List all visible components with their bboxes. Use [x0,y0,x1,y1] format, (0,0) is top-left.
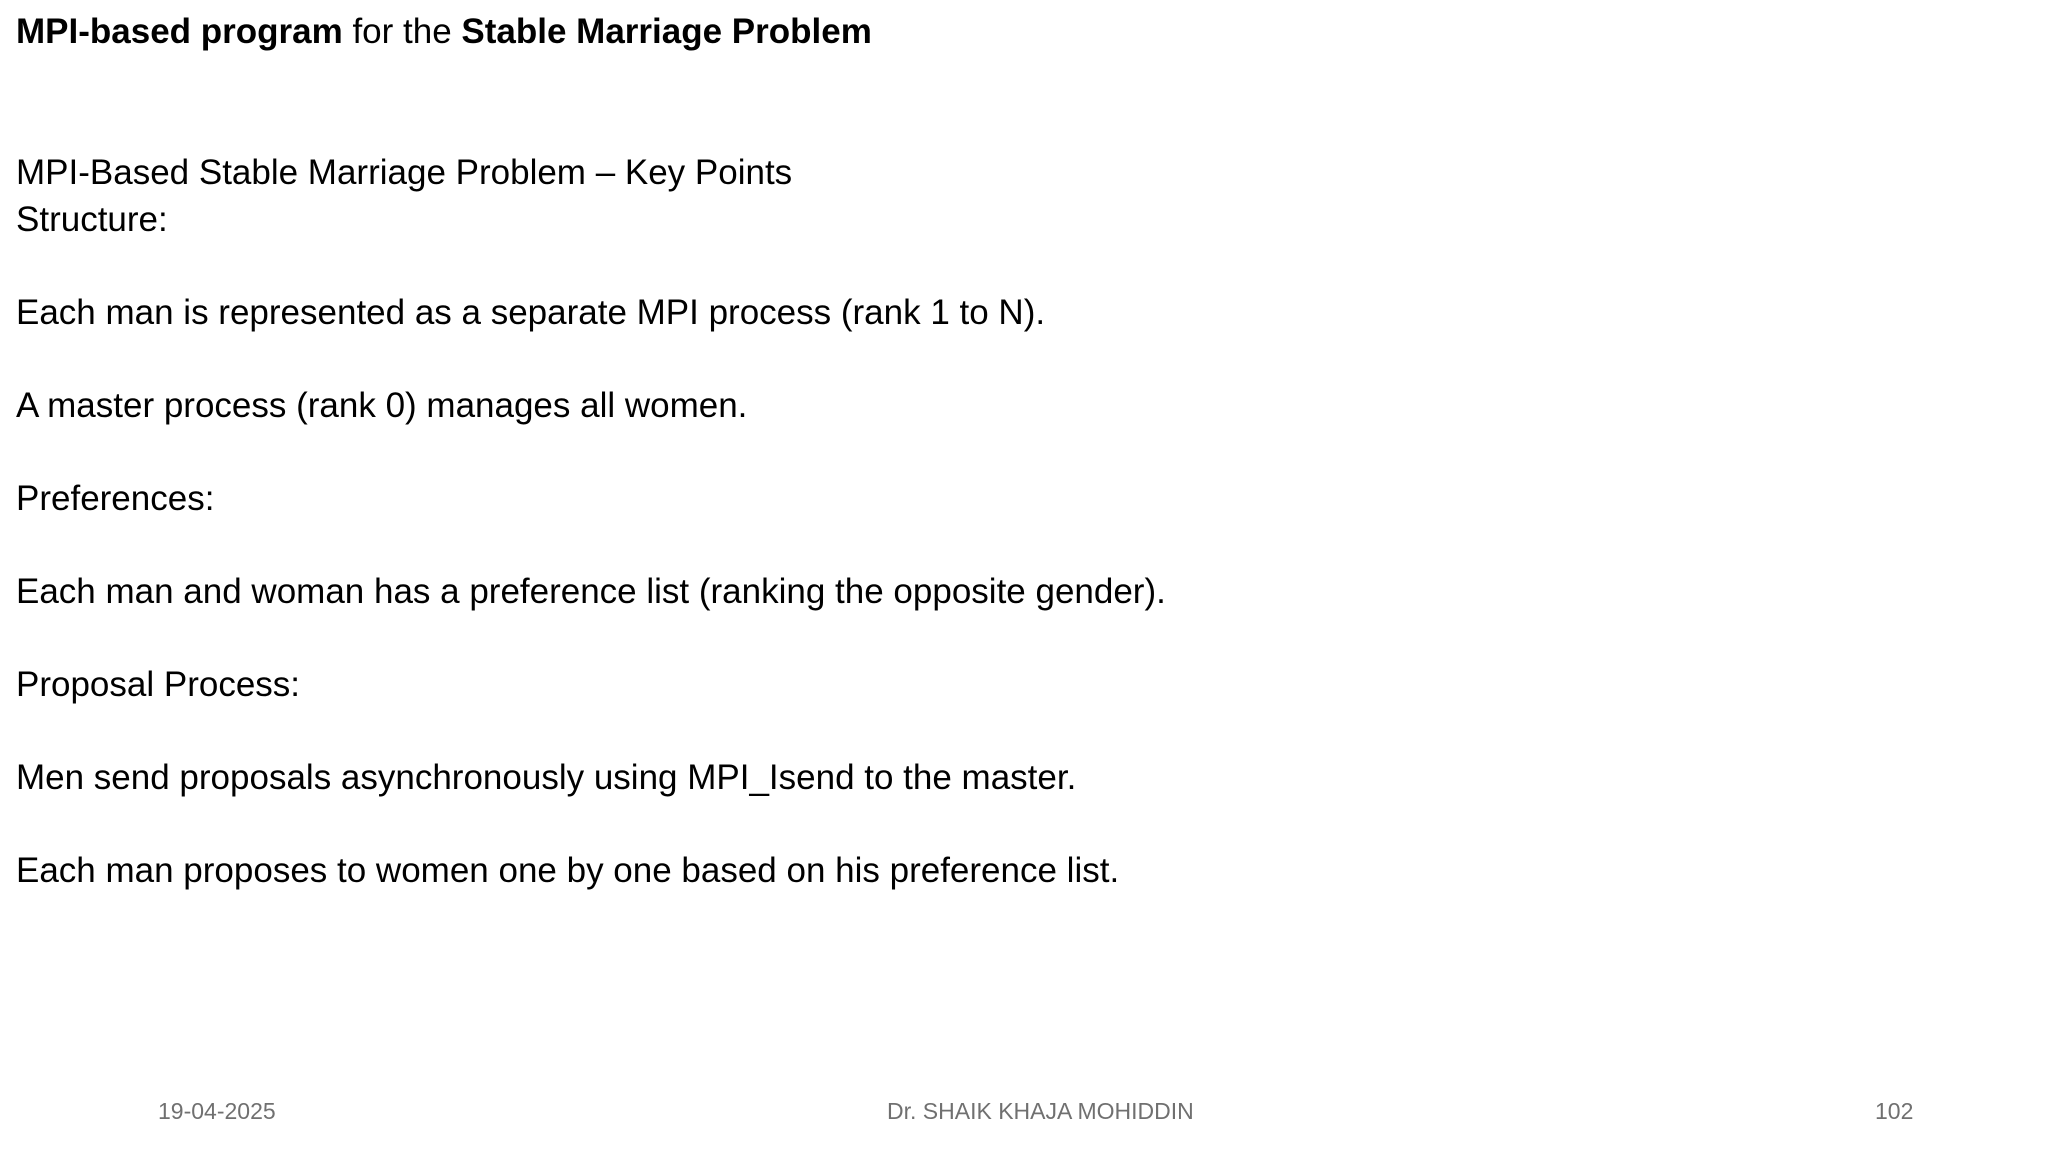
title-normal-part: for the [342,12,462,51]
title-bold-part-1: MPI-based program [16,12,343,51]
footer-date: 19-04-2025 [158,1098,276,1124]
body-blank-line [16,243,1916,290]
body-blank-line [16,708,1916,755]
body-blank-line [16,801,1916,848]
title-bold-part-2: Stable Marriage Problem [461,12,872,51]
body-point-preference-list: Each man and woman has a preference list (ranking the opposite gender). [16,571,1166,611]
body-point-mpi-isend: Men send proposals asynchronously using MPI_Isend to the master. [16,757,1077,797]
body-blank-line [16,522,1916,569]
body-heading-key-points: MPI-Based Stable Marriage Problem – Key Points [16,153,793,192]
footer-page-number: 102 [1875,1098,1914,1124]
body-heading-preferences: Preferences: [16,478,215,518]
body-blank-line [16,429,1916,476]
slide-body [16,150,1916,894]
body-heading-proposal-process: Proposal Process: [16,664,301,704]
body-point-master-process: A master process (rank 0) manages all women. [16,385,748,425]
body-point-proposes-one-by-one: Each man proposes to women one by one based on his preference list. [16,850,1120,890]
body-heading-structure: Structure: [16,199,168,239]
slide-title [16,8,872,56]
body-blank-line [16,336,1916,383]
body-point-men-processes: Each man is represented as a separate MPI process (rank 1 to N). [16,292,1046,332]
footer-author: Dr. SHAIK KHAJA MOHIDDIN [887,1098,1194,1124]
body-blank-line [16,615,1916,662]
